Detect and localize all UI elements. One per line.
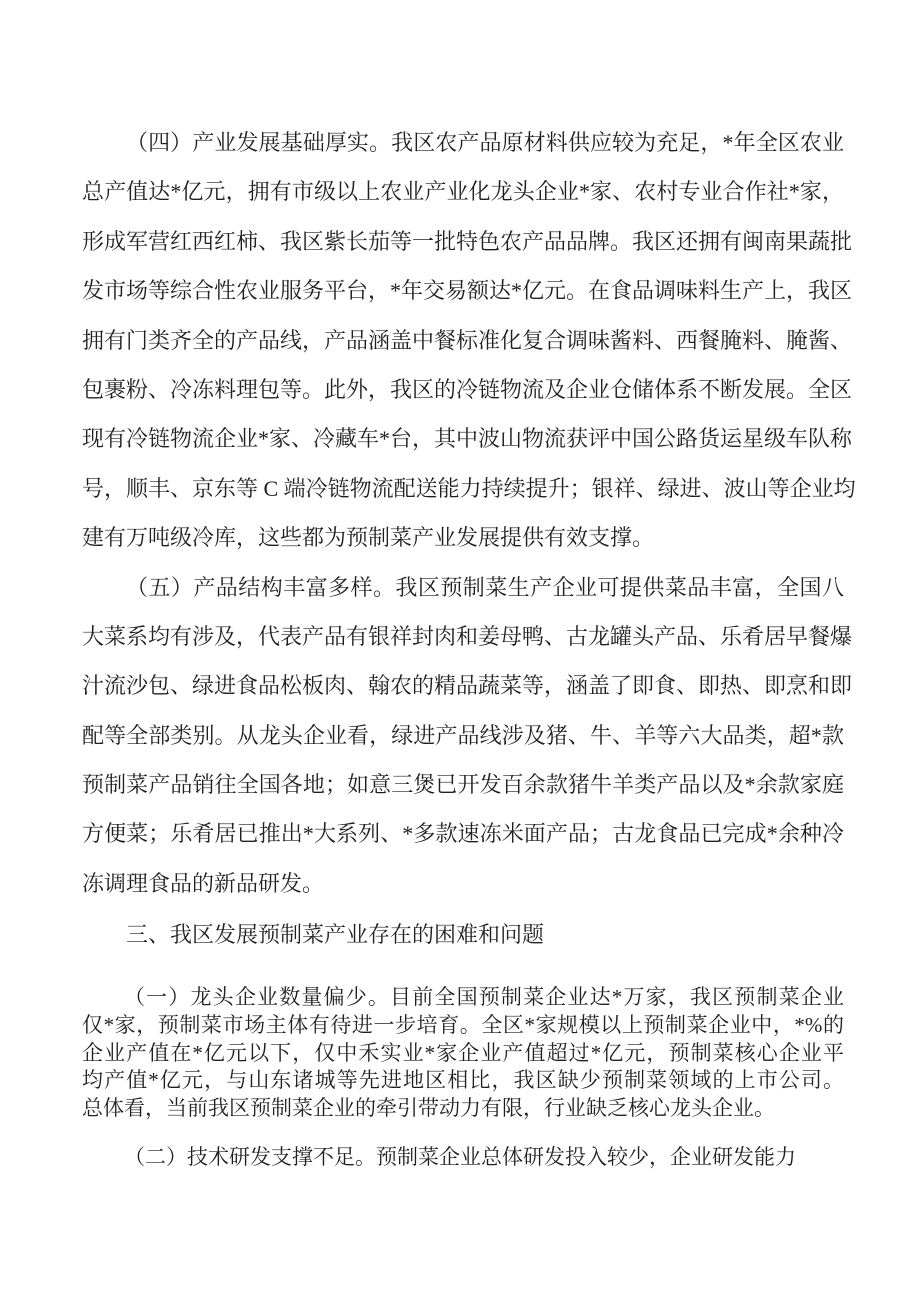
paragraph-product-structure [82, 563, 853, 909]
text-line: 企业产值在*亿元以下，仅中禾实业*家企业产值超过*亿元，预制菜核心企业平 [82, 1040, 844, 1065]
text-line: 大菜系均有涉及，代表产品有银祥封肉和姜母鸭、古龙罐头产品、乐肴居早餐爆 [82, 623, 853, 649]
text-line: 预制菜产品销往全国各地；如意三煲已开发百余款猪牛羊类产品以及*余款家庭 [82, 772, 844, 798]
text-line: 发市场等综合性农业服务平台，*年交易额达*亿元。在食品调味料生产上，我区 [82, 278, 853, 304]
paragraph-rd-support-insufficient [82, 1144, 844, 1172]
text-line: （一）龙头企业数量偏少。目前全国预制菜企业达*万家，我区预制菜企业 [124, 985, 844, 1010]
text-line: 方便菜；乐肴居已推出*大系列、*多款速冻米面产品；古龙食品已完成*余种冷 [82, 821, 844, 847]
document-content [82, 118, 856, 1171]
text-line: 号，顺丰、京东等 C 端冷链物流配送能力持续提升；银祥、绿进、波山等企业均 [82, 475, 856, 501]
paragraph-industry-foundation [82, 118, 856, 563]
text-line: 建有万吨级冷库，这些都为预制菜产业发展提供有效支撑。 [82, 525, 655, 551]
paragraph-leading-enterprises-few [82, 984, 844, 1122]
text-line: （四）产业发展基础厚实。我区农产品原材料供应较为充足，*年全区农业 [126, 130, 844, 155]
text-line: 总体看，当前我区预制菜企业的牵引带动力有限，行业缺乏核心龙头企业。 [82, 1096, 775, 1120]
text-line: 形成军营红西红柿、我区紫长茄等一批特色农产品品牌。我区还拥有闽南果蔬批 [82, 228, 853, 254]
section-heading-difficulties [82, 920, 844, 950]
text-line: 三、我区发展预制菜产业存在的困难和问题 [126, 922, 545, 948]
text-line: 总产值达*亿元，拥有市级以上农业产业化龙头企业*家、农村专业合作社*家， [82, 179, 844, 205]
text-line: （五）产品结构丰富多样。我区预制菜生产企业可提供菜品丰富，全国八 [126, 574, 844, 600]
text-line: 均产值*亿元，与山东诸城等先进地区相比，我区缺少预制菜领域的上市公司。 [82, 1068, 844, 1093]
text-line: （二）技术研发支撑不足。预制菜企业总体研发投入较少，企业研发能力 [124, 1144, 796, 1169]
text-line: 冻调理食品的新品研发。 [82, 870, 325, 896]
text-line: 包裹粉、冷冻料理包等。此外，我区的冷链物流及企业仓储体系不断发展。全区 [82, 376, 853, 402]
text-line: 汁流沙包、绿进食品松板肉、翰农的精品蔬菜等，涵盖了即食、即热、即烹和即 [82, 673, 853, 699]
text-line: 仅*家，预制菜市场主体有待进一步培育。全区*家规模以上预制菜企业中，*%的 [82, 1012, 844, 1037]
text-line: 配等全部类别。从龙头企业看，绿进产品线涉及猪、牛、羊等六大品类，超*款 [82, 722, 844, 748]
text-line: 现有冷链物流企业*家、冷藏车*台，其中波山物流获评中国公路货运星级车队称 [82, 426, 853, 452]
text-line: 拥有门类齐全的产品线，产品涵盖中餐标准化复合调味酱料、西餐腌料、腌酱、 [82, 327, 853, 353]
